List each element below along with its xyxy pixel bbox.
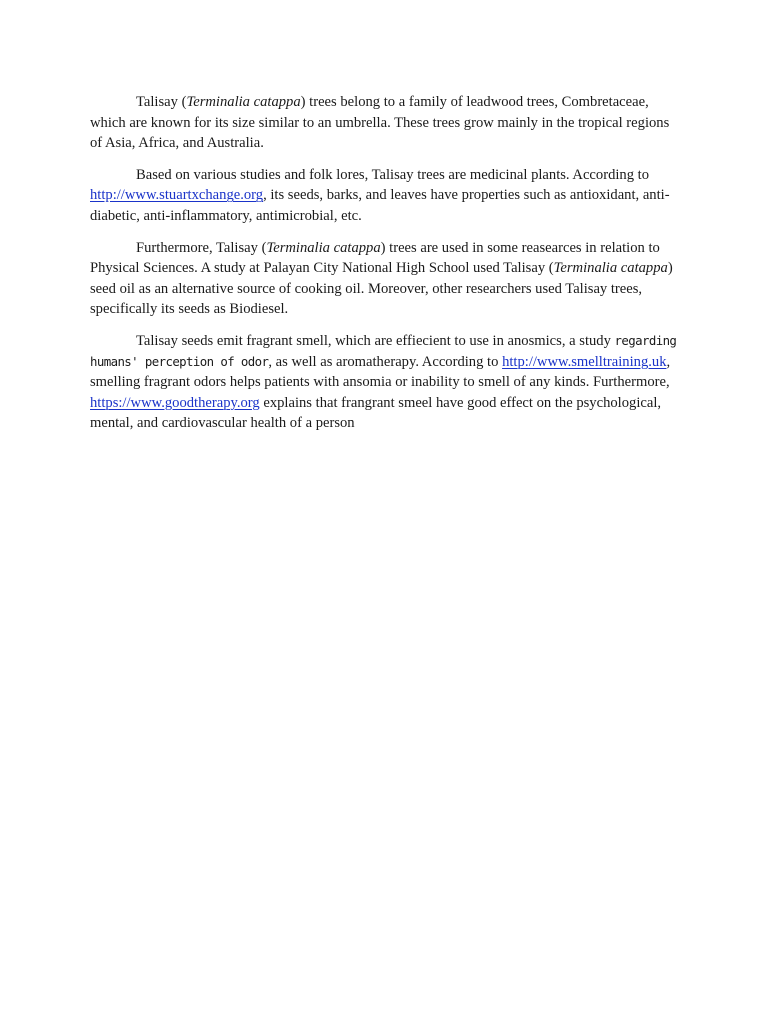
- text-run: , its seeds, barks, and leaves have properties such as antioxidant, anti-diabetic, anti-inflammatory, antimicrobial, etc.: [90, 187, 670, 224]
- scientific-name: Terminalia catappa: [553, 260, 668, 277]
- link-smelltraining[interactable]: http://www.smelltraining.uk: [502, 353, 667, 370]
- scientific-name: Terminalia catappa: [266, 239, 381, 256]
- text-run-alt-font: regarding humans' perception of odor: [90, 332, 677, 369]
- link-goodtherapy[interactable]: https://www.goodtherapy.org: [90, 394, 260, 411]
- text-run: Based on various studies and folk lores, Talisay trees are medicinal plants. According to: [136, 166, 650, 183]
- link-stuartxchange[interactable]: http://www.stuartxchange.org: [90, 187, 264, 204]
- text-run: explains that frangrant smeel have good effect on the psychological, mental, and cardiovascular health of a person: [90, 394, 662, 432]
- paragraph-fragrance: [90, 331, 680, 434]
- text-run: ) trees are used in some reasearces in relation to Physical Sciences. A study at Palayan City National High School used Talisay (: [90, 239, 660, 277]
- scientific-name: Terminalia catappa: [186, 94, 301, 110]
- text-run: Talisay seeds emit fragrant smell, which are effiecient to use in anosmics, a study: [136, 332, 615, 349]
- paragraph-medicinal: [90, 165, 680, 227]
- text-run: , smelling fragrant odors helps patients with ansomia or inability to smell of any kinds. Furthermore,: [90, 353, 671, 391]
- paragraph-intro: [90, 92, 680, 154]
- paragraph-research: [90, 238, 680, 320]
- text-run: Talisay (: [136, 94, 187, 110]
- text-run: Furthermore, Talisay (: [136, 239, 267, 256]
- text-run: , as well as aromatherapy. According to: [268, 353, 503, 370]
- text-run: ) seed oil as an alternative source of cooking oil. Moreover, other researchers used Talisay trees, specifically its seeds as Biodiesel.: [90, 260, 673, 318]
- text-run: ) trees belong to a family of leadwood trees, Combretaceae, which are known for its size similar to an umbrella. These trees grow mainly in the tropical regions of Asia, Africa, and Australia.: [90, 94, 670, 152]
- document-body: [90, 92, 680, 445]
